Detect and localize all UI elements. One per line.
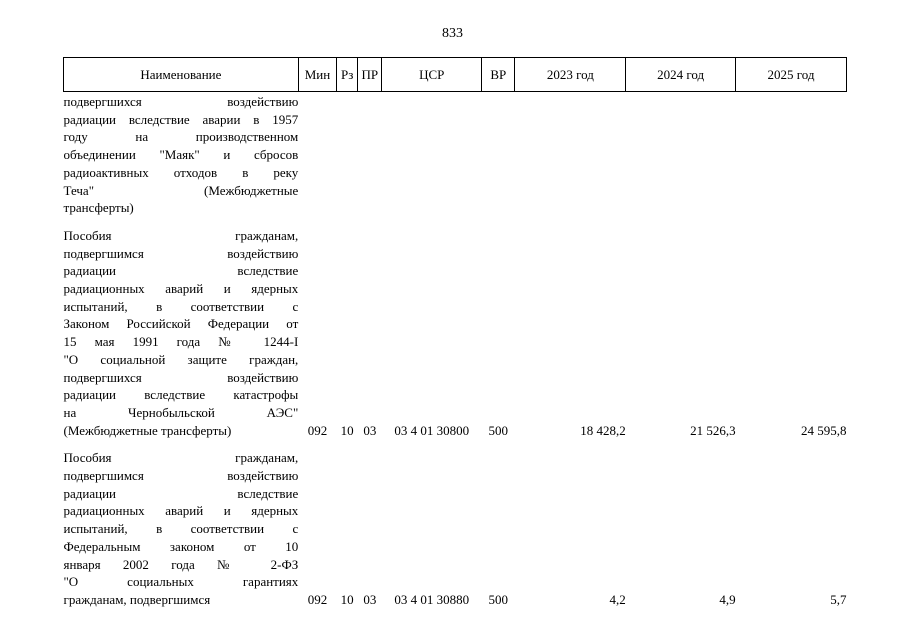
row-name-line: января 2002 года № 2-ФЗ xyxy=(63,556,299,572)
cell-pr: 03 xyxy=(363,422,377,438)
row-name-line: трансферты) xyxy=(63,200,134,216)
row-name-cell xyxy=(64,439,299,608)
col-header-2024: 2024 год xyxy=(626,58,736,92)
row-name-line: испытаний, в соответствии с xyxy=(63,298,299,314)
cell-y2025: 24 595,8 xyxy=(801,422,847,438)
cell-csr: 03 4 01 30800 xyxy=(394,422,470,438)
cell-y2024: 4,9 xyxy=(719,591,736,607)
cell-y2024: 21 526,3 xyxy=(690,422,736,438)
row-name-line: Пособия гражданам, xyxy=(63,450,299,466)
cell-y2023: 4,2 xyxy=(609,591,626,607)
cell-pr: 03 xyxy=(363,591,377,607)
cell-csr: 03 4 01 30880 xyxy=(394,591,470,607)
cell-vr: 500 xyxy=(488,591,509,607)
cell-y2023 xyxy=(515,92,626,217)
col-header-min: Мин xyxy=(298,58,336,92)
col-header-2025: 2025 год xyxy=(736,58,847,92)
budget-table xyxy=(63,57,847,609)
cell-y2023: 18 428,2 xyxy=(580,422,626,438)
col-header-csr: ЦСР xyxy=(382,58,482,92)
row-name-line: Законом Российской Федерации от xyxy=(63,316,299,332)
row-name-line: радиационных аварий и ядерных xyxy=(63,281,299,297)
col-header-vr: ВР xyxy=(482,58,515,92)
table-row xyxy=(64,439,847,608)
cell-vr xyxy=(482,92,515,217)
row-name-line: радиации вследствие аварии в 1957 xyxy=(63,111,299,127)
row-name-line: подвергшихся воздействию xyxy=(63,369,299,385)
row-name-line: радиационных аварий и ядерных xyxy=(63,503,299,519)
col-header-name: Наименование xyxy=(64,58,299,92)
row-name-line: "О социальных гарантиях xyxy=(63,574,299,590)
row-name-line: 15 мая 1991 года № 1244-I xyxy=(63,334,299,350)
row-name-line: Пособия гражданам, xyxy=(63,227,299,243)
row-name-cell xyxy=(64,92,299,217)
table-header-row xyxy=(64,58,847,92)
row-name-line: подвергшимся воздействию xyxy=(63,245,299,261)
row-name-line: на Чернобыльской АЭС" xyxy=(63,404,299,420)
table-body xyxy=(64,92,847,609)
row-name-line: (Межбюджетные трансферты) xyxy=(63,422,232,438)
row-name-line: Теча" (Межбюджетные xyxy=(63,182,299,198)
row-name-line: Федеральным законом от 10 xyxy=(63,538,299,554)
cell-min: 092 xyxy=(307,591,328,607)
cell-csr xyxy=(382,92,482,217)
row-name-line: году на производственном xyxy=(63,129,299,145)
row-name-line: радиации вследствие xyxy=(63,263,299,279)
cell-rz: 10 xyxy=(340,422,354,438)
table-row xyxy=(64,217,847,439)
cell-min: 092 xyxy=(307,422,328,438)
row-name-line: радиоактивных отходов в реку xyxy=(63,164,299,180)
row-name-line: "О социальной защите граждан, xyxy=(63,351,299,367)
row-name-line: испытаний, в соответствии с xyxy=(63,521,299,537)
col-header-rz: Рз xyxy=(337,58,358,92)
cell-rz xyxy=(337,92,358,217)
row-name-line: радиации вследствие катастрофы xyxy=(63,387,299,403)
cell-y2024 xyxy=(626,92,736,217)
cell-pr xyxy=(358,92,382,217)
page-number: 833 xyxy=(442,26,463,41)
row-name-cell xyxy=(64,217,299,439)
row-name-line: объединении "Маяк" и сбросов xyxy=(63,147,299,163)
cell-y2025 xyxy=(736,92,847,217)
table-row xyxy=(64,92,847,217)
cell-min xyxy=(298,92,336,217)
cell-rz: 10 xyxy=(340,591,354,607)
row-name-line: подвергшихся воздействию xyxy=(63,94,299,109)
cell-vr: 500 xyxy=(488,422,509,438)
row-name-line: гражданам, подвергшимся xyxy=(63,591,211,607)
cell-y2025: 5,7 xyxy=(830,591,847,607)
col-header-2023: 2023 год xyxy=(515,58,626,92)
col-header-pr: ПР xyxy=(358,58,382,92)
row-name-line: радиации вследствие xyxy=(63,485,299,501)
row-name-line: подвергшимся воздействию xyxy=(63,468,299,484)
